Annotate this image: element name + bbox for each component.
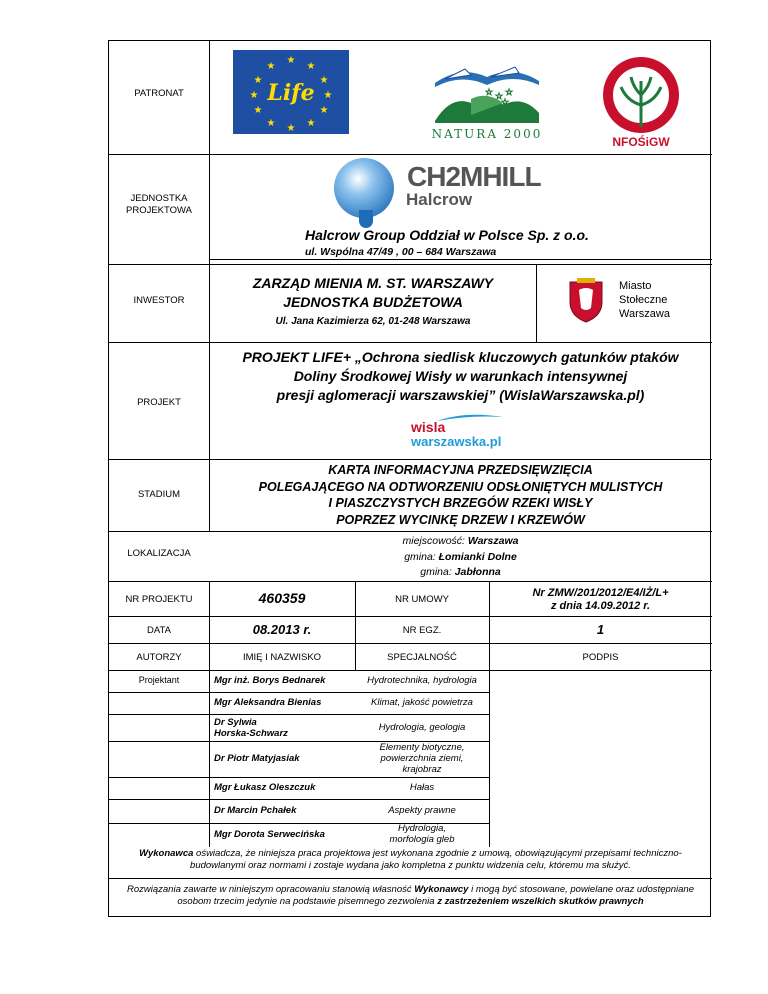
lokalizacja-block (209, 534, 712, 581)
author-name: Mgr inż. Borys Bednarek (214, 675, 326, 686)
footer-copyright-text-b: i mogą być stosowane, powielane oraz udostępniane osobom trzecim jedynie na podstawie pisemnego zezwolenia (177, 884, 694, 907)
rule (109, 342, 712, 343)
stadium-title (209, 462, 712, 528)
footer-declaration (115, 848, 706, 872)
warsaw-coat-of-arms (567, 278, 605, 324)
svg-text:★: ★ (266, 61, 276, 72)
author-name: Mgr Dorota Serwecińska (214, 829, 325, 840)
svg-text:☆: ☆ (485, 88, 494, 98)
author-name: Mgr Łukasz Oleszczuk (214, 782, 316, 793)
label-lokalizacja: LOKALIZACJA (127, 548, 191, 559)
table-row (109, 741, 489, 777)
eu-life-logo (233, 50, 349, 134)
natura-text: NATURA 2000 (431, 127, 543, 141)
svg-text:★: ★ (306, 61, 316, 72)
svg-text:★: ★ (286, 123, 296, 134)
inwestor-line1: ZARZĄD MIENIA M. ST. WARSZAWY (252, 275, 494, 291)
rule (489, 581, 490, 847)
footer-declaration-text: oświadcza, że niniejsza praca projektowa jest wykonana zgodnie z umową, obowiązującymi przepisami techniczno-budowlanymi oraz normami i zostaje wydana jako kompletna z punktu widzenia celu, któremu ma służyć. (190, 848, 682, 871)
author-spec: Hydrologia, morfologia gleb (389, 823, 455, 845)
rule (109, 459, 712, 460)
footer-declaration-bold: Wykonawca (139, 848, 194, 859)
svg-text:★: ★ (323, 90, 333, 101)
inwestor-address: Ul. Jana Kazimierza 62, 01-248 Warszawa (275, 316, 471, 327)
svg-text:★: ★ (249, 90, 259, 101)
rule (109, 154, 712, 155)
jednostka-name: Halcrow Group Oddział w Polsce Sp. z o.o. (305, 227, 589, 243)
footer-copyright-bold: Wykonawcy (414, 884, 469, 895)
lokalizacja-l3-value: Jabłonna (454, 566, 501, 578)
label-inwestor: INWESTOR (133, 295, 185, 306)
table-row (109, 692, 489, 714)
svg-text:★: ★ (253, 75, 263, 86)
author-name: Dr Sylwia Horska-Schwarz (214, 717, 288, 739)
label-nr-egz: NR EGZ. (402, 625, 442, 636)
label-nr-umowy: NR UMOWY (395, 594, 449, 605)
svg-text:★: ★ (266, 118, 276, 129)
footer-copyright-text-a: Rozwiązania zawarte w niniejszym opracowaniu stanowią własność (127, 884, 415, 895)
label-autorzy: AUTORZY (136, 652, 182, 663)
nr-umowy-line2: z dnia 14.09.2012 r. (550, 600, 651, 612)
header-spec: SPECJALNOŚĆ (387, 652, 457, 663)
ch2m-globe-logo (334, 158, 394, 218)
svg-text:☆: ☆ (501, 98, 510, 108)
halcrow-wordmark: Halcrow (406, 190, 473, 209)
stadium-line3: I PIASZCZYSTYCH BRZEGÓW RZEKI WISŁY (328, 496, 593, 510)
author-spec: Aspekty prawne (388, 805, 456, 816)
lokalizacja-line2 (209, 550, 712, 566)
label-projektant: Projektant (138, 675, 180, 685)
author-name: Dr Piotr Matyjasiak (214, 753, 300, 764)
rule (109, 581, 712, 582)
lokalizacja-l1-value: Warszawa (467, 535, 519, 547)
nr-egz-value: 1 (596, 622, 605, 637)
lokalizacja-line1 (209, 534, 712, 550)
jednostka-address: ul. Wspólna 47/49 , 00 – 684 Warszawa (305, 246, 497, 258)
author-name: Mgr Aleksandra Bienias (214, 697, 322, 708)
lokalizacja-l3-label: gmina: (420, 566, 452, 578)
rule (109, 616, 712, 617)
nr-projektu-value: 460359 (258, 590, 306, 606)
nfosigw-text: NFOŚiGW (612, 135, 670, 149)
table-row (109, 777, 489, 799)
projekt-line3: presji aglomeracji warszawskiej” (WislaWarszawska.pl) (276, 387, 645, 403)
label-nr-projektu: NR PROJEKTU (125, 594, 193, 605)
data-value: 08.2013 r. (252, 622, 312, 637)
footer-copyright (115, 884, 706, 908)
rule (109, 264, 712, 265)
wisla-text: wisla (411, 419, 446, 435)
lokalizacja-line3 (209, 565, 712, 581)
table-row (109, 823, 489, 847)
tree-globe-icon (591, 51, 691, 133)
miasto-line1: Miasto (619, 280, 652, 292)
author-spec: Klimat, jakość powietrza (371, 697, 473, 708)
stadium-line1: KARTA INFORMACYJNA PRZEDSIĘWZIĘCIA (328, 463, 593, 477)
life-text: Life (267, 80, 315, 106)
svg-text:★: ★ (253, 105, 263, 116)
ch2m-wordmark: CH2MHILL (407, 161, 541, 192)
inwestor-line2: JEDNOSTKA BUDŻETOWA (283, 294, 463, 310)
title-sheet (108, 40, 711, 917)
lokalizacja-l2-value: Łomianki Dolne (438, 550, 517, 563)
svg-text:★: ★ (319, 75, 329, 86)
wisla-warszawska-logo (405, 413, 515, 453)
stadium-line4: POPRZEZ WYCINKĘ DRZEW I KRZEWÓW (336, 512, 585, 527)
author-spec: Hałas (409, 782, 435, 793)
table-row (109, 670, 489, 692)
author-spec: Hydrologia, geologia (378, 722, 466, 733)
author-spec: Elementy biotyczne, powierzchnia ziemi, krajobraz (379, 742, 465, 775)
bird-wing-icon (435, 413, 505, 423)
footer-copyright-bold2: z zastrzeżeniem wszelkich skutków prawnych (437, 896, 644, 907)
svg-text:★: ★ (306, 118, 316, 129)
label-patronat: PATRONAT (134, 88, 184, 99)
birds-landscape-icon (431, 55, 543, 125)
stadium-line2: POLEGAJĄCEGO NA ODTWORZENIU ODSŁONIĘTYCH MULISTYCH (258, 479, 663, 494)
rule (209, 259, 712, 260)
label-projekt: PROJEKT (137, 397, 181, 408)
natura2000-logo (431, 55, 543, 143)
rule (109, 531, 712, 532)
miasto-line3: Warszawa (619, 308, 670, 320)
crest-icon (567, 278, 605, 324)
author-name: Dr Marcin Pchałek (214, 805, 297, 816)
header-name: IMIĘ I NAZWISKO (242, 652, 322, 663)
projekt-title (209, 348, 712, 405)
svg-text:☆: ☆ (495, 92, 504, 102)
ch2m-globe-base (359, 210, 373, 228)
lokalizacja-l1-label: miejscowość: (402, 535, 465, 547)
lokalizacja-l2-label: gmina: (404, 550, 436, 563)
rule (109, 878, 712, 879)
table-row (109, 714, 489, 741)
label-stadium: STADIUM (137, 489, 181, 500)
nr-umowy-value (489, 587, 712, 613)
svg-text:☆: ☆ (505, 88, 514, 98)
svg-text:★: ★ (286, 55, 296, 66)
svg-text:★: ★ (319, 105, 329, 116)
rule (109, 643, 712, 644)
nr-umowy-line1: Nr ZMW/201/2012/E4/IŻ/L+ (532, 587, 669, 599)
miasto-text (619, 279, 670, 321)
projekt-line1: PROJEKT LIFE+ „Ochrona siedlisk kluczowych gatunków ptaków (242, 349, 679, 365)
label-data: DATA (147, 625, 171, 636)
header-sign: PODPIS (582, 652, 619, 663)
author-spec: Hydrotechnika, hydrologia (367, 675, 477, 686)
rule (536, 264, 537, 342)
nfosigw-logo (591, 51, 691, 151)
warszawska-text: warszawska.pl (411, 434, 502, 449)
table-row (109, 799, 489, 823)
miasto-line2: Stołeczne (619, 294, 668, 306)
label-jednostka-projektowa: JEDNOSTKA PROJEKTOWA (126, 193, 192, 216)
rule (209, 41, 210, 531)
projekt-line2: Doliny Środkowej Wisły w warunkach intensywnej (293, 368, 628, 384)
